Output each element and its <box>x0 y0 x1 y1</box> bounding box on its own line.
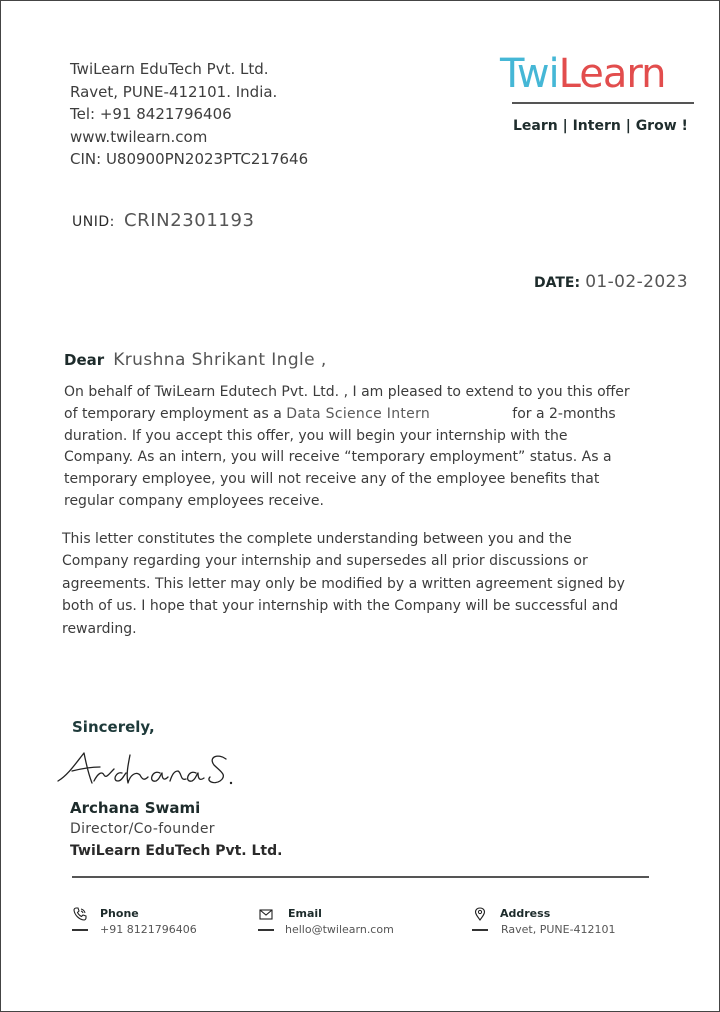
paragraph-line <box>64 404 694 426</box>
paragraph-line: Company regarding your internship and supersedes all prior discussions or <box>62 553 588 570</box>
signer-name: Archana Swami <box>70 799 201 817</box>
paragraph-line: duration. If you accept this offer, you will begin your internship with the <box>64 427 568 444</box>
paragraph-line: On behalf of TwiLearn Edutech Pvt. Ltd. , I am pleased to extend to you this offer <box>64 384 630 400</box>
logo-learn: Learn <box>558 51 666 97</box>
paragraph-text: for a 2-months <box>512 405 616 422</box>
company-tel: Tel: +91 8421796406 <box>70 105 232 124</box>
unid <box>72 210 255 231</box>
dear-label: Dear <box>64 351 105 369</box>
sincerely: Sincerely, <box>72 718 155 736</box>
paragraph-line: regular company employees receive. <box>64 492 324 509</box>
understanding-paragraph <box>62 528 696 640</box>
paragraph-text: of temporary employment as a <box>64 405 287 422</box>
date-label: DATE: <box>534 275 581 291</box>
company-website[interactable]: www.twilearn.com <box>70 127 208 146</box>
paragraph-line: both of us. I hope that your internship with the Company will be successful and <box>62 598 619 615</box>
offer-paragraph <box>64 382 694 513</box>
paragraph-line: rewarding. <box>62 620 137 637</box>
signer-company: TwiLearn EduTech Pvt. Ltd. <box>70 843 283 859</box>
twilearn-logo <box>500 50 695 98</box>
paragraph-line: agreements. This letter may only be modified by a written agreement signed by <box>62 575 625 592</box>
paragraph-line: temporary employee, you will not receive any of the employee benefits that <box>64 471 600 488</box>
unid-value: CRIN2301193 <box>123 210 255 231</box>
paragraph-line: This letter constitutes the complete understanding between you and the <box>62 531 572 547</box>
email-label: Email <box>288 907 322 920</box>
company-name: TwiLearn EduTech Pvt. Ltd. <box>70 60 269 78</box>
recipient-name: Krushna Shrikant Ingle , <box>113 350 327 370</box>
phone-label: Phone <box>100 907 139 920</box>
signer-title: Director/Co-founder <box>70 821 215 837</box>
phone-value: +91 8121796406 <box>100 923 197 936</box>
logo-underline <box>512 102 694 104</box>
location-pin-icon <box>472 906 488 922</box>
paragraph-line: Company. As an intern, you will receive “temporary employment” status. As a <box>64 449 612 466</box>
email-dash <box>258 929 274 931</box>
logo-twi: Twi <box>500 51 559 97</box>
intern-role: Data Science Intern <box>286 405 431 422</box>
phone-dash <box>72 929 88 931</box>
address-dash <box>472 929 488 931</box>
company-header <box>70 58 308 171</box>
company-address: Ravet, PUNE-412101. India. <box>70 82 278 101</box>
email-value[interactable]: hello@twilearn.com <box>285 923 394 936</box>
unid-label: UNID: <box>72 214 115 230</box>
tagline: Learn | Intern | Grow ! <box>513 118 688 134</box>
company-cin: CIN: U80900PN2023PTC217646 <box>70 150 309 169</box>
salutation <box>64 350 327 370</box>
address-label: Address <box>500 907 551 920</box>
handwritten-signature <box>54 745 234 795</box>
phone-icon <box>72 906 88 922</box>
email-icon <box>258 906 274 922</box>
address-value: Ravet, PUNE-412101 <box>501 923 616 936</box>
date-value: 01-02-2023 <box>585 272 688 292</box>
footer-divider <box>72 876 649 878</box>
date <box>534 272 688 292</box>
